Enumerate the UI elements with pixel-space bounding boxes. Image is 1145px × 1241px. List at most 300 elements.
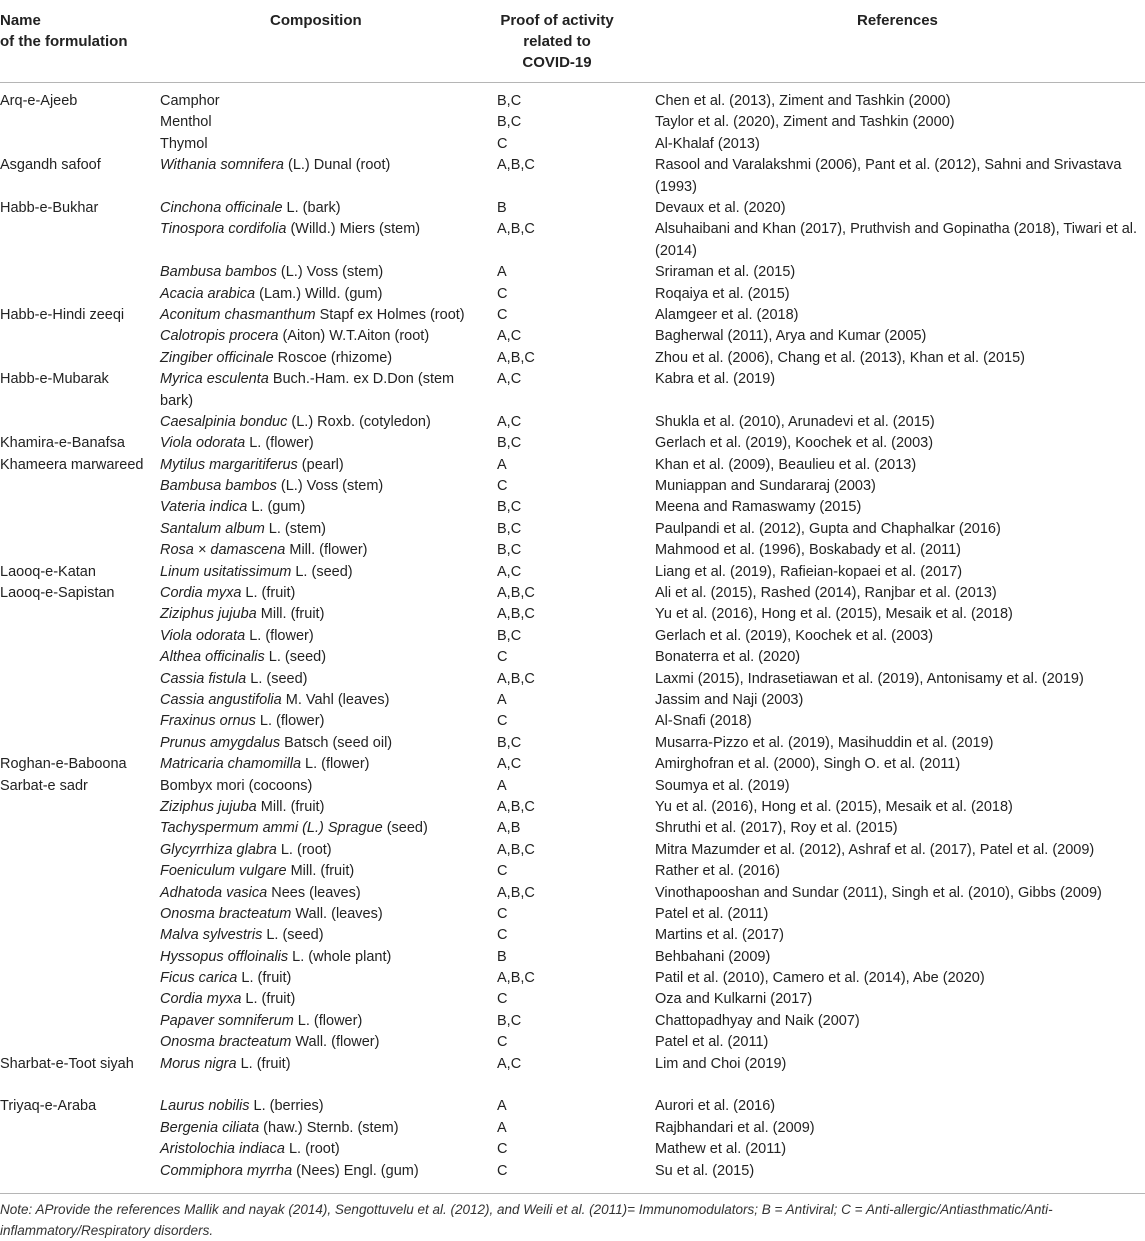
table-row: [0, 455, 1145, 476]
reference-cell: Yu et al. (2016), Hong et al. (2015), Mesaik et al. (2018): [655, 606, 1013, 623]
proof-cell: C: [497, 1141, 508, 1158]
table-row: [0, 604, 1145, 625]
species-name: Fraxinus ornus: [160, 713, 256, 730]
table-row: [0, 1139, 1145, 1160]
proof-cell: A,C: [497, 371, 522, 388]
table-row: [0, 669, 1145, 690]
footer-rule: [0, 1193, 1145, 1194]
composition-detail: Mill. (fruit): [286, 863, 355, 880]
proof-cell: B,C: [497, 499, 522, 516]
table-row: [0, 733, 1145, 754]
composition-cell: [160, 690, 490, 711]
reference-cell: Yu et al. (2016), Hong et al. (2015), Mesaik et al. (2018): [655, 798, 1013, 815]
composition-cell: [160, 968, 490, 989]
composition-cell: [160, 925, 490, 946]
table-row: [0, 198, 1145, 219]
formulation-name: Laooq-e-Sapistan: [0, 585, 115, 602]
species-name: Morus nigra: [160, 1055, 237, 1072]
composition-detail: Thymol: [160, 135, 208, 152]
species-name: Bambusa bambos: [160, 478, 277, 495]
composition-cell: [160, 711, 490, 732]
reference-cell: Behbahani (2009): [655, 948, 771, 965]
composition-cell: [160, 1161, 490, 1182]
proof-cell: A,B,C: [497, 349, 535, 366]
table-row: [0, 947, 1145, 968]
reference-cell: Musarra-Pizzo et al. (2019), Masihuddin et al. (2019): [655, 734, 994, 751]
proof-cell: A: [497, 691, 507, 708]
species-name: Viola odorata: [160, 627, 246, 644]
header-rule: [0, 82, 1145, 83]
reference-cell: Vinothapooshan and Sundar (2011), Singh et al. (2010), Gibbs (2009): [655, 884, 1102, 901]
composition-cell: [160, 1139, 490, 1160]
table-row: [0, 1011, 1145, 1032]
proof-cell: A,B,C: [497, 157, 535, 174]
reference-cell: Al-Khalaf (2013): [655, 135, 760, 152]
composition-cell: [160, 305, 490, 326]
table-row: [0, 562, 1145, 583]
composition-detail: (L.) Dunal (root): [283, 157, 391, 174]
table-row: [0, 497, 1145, 518]
composition-detail: Wall. (leaves): [291, 905, 383, 922]
proof-cell: C: [497, 863, 508, 880]
proof-cell: A,B,C: [497, 585, 535, 602]
species-name: Cassia fistula: [160, 670, 247, 687]
formulation-name: Habb-e-Hindi zeeqi: [0, 306, 125, 323]
species-name: Zingiber officinale: [160, 349, 274, 366]
species-name: Tinospora cordifolia: [160, 221, 287, 238]
reference-cell: Al-Snafi (2018): [655, 713, 752, 730]
composition-cell: [160, 412, 490, 433]
table-row: [0, 348, 1145, 369]
table-row: [0, 690, 1145, 711]
species-name: Ficus carica: [160, 970, 238, 987]
table-row: [0, 284, 1145, 305]
table-row: [0, 883, 1145, 904]
composition-cell: [160, 219, 490, 240]
proof-cell: A,C: [497, 1055, 522, 1072]
composition-detail: Mill. (fruit): [256, 606, 325, 623]
table-row: [0, 647, 1145, 668]
reference-cell: Zhou et al. (2006), Chang et al. (2013), Khan et al. (2015): [655, 349, 1025, 366]
reference-cell: Khan et al. (2009), Beaulieu et al. (2013): [655, 456, 917, 473]
composition-cell: [160, 497, 490, 518]
reference-cell: Rajbhandari et al. (2009): [655, 1119, 815, 1136]
species-name: Papaver somniferum: [160, 1012, 294, 1029]
reference-cell: Patel et al. (2011): [655, 905, 769, 922]
proof-cell: A: [497, 264, 507, 281]
proof-cell: C: [497, 478, 508, 495]
formulation-name: Sarbat-e sadr: [0, 777, 88, 794]
table-row: [0, 262, 1145, 283]
species-name: Cordia myxa: [160, 991, 242, 1008]
composition-cell: [160, 733, 490, 754]
species-name: Glycyrrhiza glabra: [160, 841, 277, 858]
table-row: [0, 583, 1145, 604]
reference-cell: Devaux et al. (2020): [655, 199, 786, 216]
composition-cell: [160, 583, 490, 604]
reference-cell: Patel et al. (2011): [655, 1034, 769, 1051]
composition-detail: L. (flower): [301, 756, 370, 773]
table-row: [0, 155, 1145, 198]
composition-detail: L. (whole plant): [288, 948, 392, 965]
composition-cell: [160, 519, 490, 540]
species-name: Aristolochia indiaca: [160, 1141, 285, 1158]
species-name: Commiphora myrrha: [160, 1162, 293, 1179]
composition-detail: Batsch (seed oil): [280, 734, 393, 751]
species-name: Bergenia ciliata: [160, 1119, 260, 1136]
proof-cell: C: [497, 306, 508, 323]
composition-cell: [160, 348, 490, 369]
proof-cell: C: [497, 713, 508, 730]
composition-detail: (Willd.) Miers (stem): [286, 221, 421, 238]
table-row: [0, 925, 1145, 946]
table-row: [0, 776, 1145, 797]
composition-detail: (Lam.) Willd. (gum): [255, 285, 383, 302]
composition-detail: Nees (leaves): [267, 884, 361, 901]
species-name: Cordia myxa: [160, 585, 242, 602]
species-name: Tachyspermum ammi (L.) Sprague: [160, 820, 383, 837]
table-row: [0, 519, 1145, 540]
composition-cell: [160, 455, 490, 476]
composition-detail: Menthol: [160, 114, 212, 131]
reference-cell: Paulpandi et al. (2012), Gupta and Chaphalkar (2016): [655, 520, 1001, 537]
proof-cell: A,C: [497, 756, 522, 773]
composition-detail: L. (fruit): [241, 991, 296, 1008]
species-name: Laurus nobilis: [160, 1098, 250, 1115]
reference-cell: Patil et al. (2010), Camero et al. (2014), Abe (2020): [655, 970, 985, 987]
reference-cell: Bagherwal (2011), Arya and Kumar (2005): [655, 328, 927, 345]
table-row: [0, 476, 1145, 497]
reference-cell: Mahmood et al. (1996), Boskabady et al. (2011): [655, 542, 962, 559]
composition-detail: L. (root): [284, 1141, 340, 1158]
composition-cell: [160, 1011, 490, 1032]
proof-cell: C: [497, 649, 508, 666]
reference-cell: Soumya et al. (2019): [655, 777, 790, 794]
proof-cell: A: [497, 456, 507, 473]
reference-cell: Bonaterra et al. (2020): [655, 649, 801, 666]
table-row: [0, 326, 1145, 347]
composition-detail: (L.) Voss (stem): [276, 478, 384, 495]
composition-detail: Wall. (flower): [291, 1034, 380, 1051]
table-body: [0, 91, 1145, 1182]
species-name: Ziziphus jujuba: [160, 606, 257, 623]
formulation-name: Sharbat-e-Toot siyah: [0, 1055, 134, 1072]
composition-cell: [160, 369, 490, 412]
table-row: [0, 904, 1145, 925]
table-note: Note: AProvide the references Mallik and nayak (2014), Sengottuvelu et al. (2012), and Weili et al. (2011)= Immunomodulators; B = Antiviral; C = Anti-allergic/Antiasthmatic/Anti-inflammatory/Respiratory disorders.: [0, 1202, 1053, 1238]
reference-cell: Jassim and Naji (2003): [655, 691, 804, 708]
composition-cell: [160, 1096, 490, 1117]
composition-detail: L. (seed): [262, 927, 324, 944]
composition-cell: [160, 883, 490, 904]
proof-cell: B,C: [497, 93, 522, 109]
table-row: [0, 1032, 1145, 1053]
reference-cell: Oza and Kulkarni (2017): [655, 991, 813, 1008]
table-row: [0, 968, 1145, 989]
reference-cell: Alamgeer et al. (2018): [655, 306, 799, 323]
composition-cell: [160, 262, 490, 283]
proof-cell: A,C: [497, 563, 522, 580]
table-row: [0, 626, 1145, 647]
species-name: Santalum album: [160, 520, 265, 537]
table-row: [0, 1096, 1145, 1117]
reference-cell: Shruthi et al. (2017), Roy et al. (2015): [655, 820, 898, 837]
reference-cell: Meena and Ramaswamy (2015): [655, 499, 862, 516]
composition-cell: [160, 604, 490, 625]
table-row: [0, 1054, 1145, 1097]
table-row: [0, 861, 1145, 882]
composition-cell: [160, 1032, 490, 1053]
species-name: Onosma bracteatum: [160, 905, 292, 922]
table-row: [0, 540, 1145, 561]
composition-detail: L. (flower): [293, 1012, 363, 1029]
proof-cell: B,C: [497, 542, 522, 559]
formulation-name: Laooq-e-Katan: [0, 563, 96, 580]
species-name: Rosa × damascena: [160, 542, 286, 559]
proof-cell: A: [497, 777, 507, 794]
composition-detail: (haw.) Sternb. (stem): [259, 1119, 399, 1136]
species-name: Onosma bracteatum: [160, 1034, 292, 1051]
composition-detail: Buch.-Ham. ex D.Don (stem bark): [160, 371, 455, 409]
proof-cell: A,B,C: [497, 884, 535, 901]
proof-cell: C: [497, 285, 508, 302]
composition-detail: L. (stem): [264, 520, 327, 537]
composition-cell: [160, 626, 490, 647]
formulation-name: Asgandh safoof: [0, 157, 101, 174]
composition-detail: Mill. (flower): [285, 542, 368, 559]
table-row: [0, 1161, 1145, 1182]
proof-cell: B,C: [497, 1012, 522, 1029]
composition-detail: L. (flower): [245, 435, 314, 452]
table-row: [0, 219, 1145, 262]
reference-cell: Ali et al. (2015), Rashed (2014), Ranjbar et al. (2013): [655, 585, 997, 602]
reference-cell: Amirghofran et al. (2000), Singh O. et al. (2011): [655, 756, 961, 773]
formulation-name: Triyaq-e-Araba: [0, 1098, 97, 1115]
formulation-name: Khameera marwareed: [0, 456, 144, 473]
reference-cell: Aurori et al. (2016): [655, 1098, 776, 1115]
proof-cell: C: [497, 1162, 508, 1179]
composition-detail: L. (seed): [246, 670, 308, 687]
reference-cell: Alsuhaibani and Khan (2017), Pruthvish and Gopinatha (2018), Tiwari et al. (2014): [655, 221, 1138, 259]
composition-detail: Stapf ex Holmes (root): [315, 306, 465, 323]
composition-cell: [160, 476, 490, 497]
composition-detail: L. (gum): [247, 499, 306, 516]
header-name: Name of the formulation: [0, 12, 128, 50]
proof-cell: A,B,C: [497, 970, 535, 987]
formulation-name: Khamira-e-Banafsa: [0, 435, 125, 452]
reference-cell: Rather et al. (2016): [655, 863, 780, 880]
species-name: Mytilus margaritiferus: [160, 456, 298, 473]
composition-cell: [160, 647, 490, 668]
composition-cell: [160, 754, 490, 775]
composition-detail: L. (fruit): [237, 970, 292, 987]
species-name: Aconitum chasmanthum: [160, 306, 316, 323]
composition-detail: (Nees) Engl. (gum): [292, 1162, 419, 1179]
composition-detail: L. (flower): [255, 713, 325, 730]
species-name: Linum usitatissimum: [160, 563, 292, 580]
composition-cell: [160, 669, 490, 690]
composition-cell: [160, 284, 490, 305]
composition-detail: M. Vahl (leaves): [281, 691, 390, 708]
proof-cell: A,B,C: [497, 798, 535, 815]
composition-detail: L. (seed): [264, 649, 327, 666]
composition-cell: [160, 840, 490, 861]
reference-cell: Su et al. (2015): [655, 1162, 755, 1179]
reference-cell: Gerlach et al. (2019), Koochek et al. (2003): [655, 435, 934, 452]
table-row: [0, 754, 1145, 775]
species-name: Acacia arabica: [160, 285, 256, 302]
species-name: Cinchona officinale: [160, 199, 283, 216]
composition-cell: [160, 134, 490, 155]
reference-cell: Shukla et al. (2010), Arunadevi et al. (2015): [655, 413, 935, 430]
proof-cell: B,C: [497, 114, 522, 131]
composition-cell: [160, 904, 490, 925]
species-name: Hyssopus offloinalis: [160, 948, 289, 965]
species-name: Foeniculum vulgare: [160, 863, 287, 880]
composition-cell: [160, 433, 490, 454]
table-row: [0, 112, 1145, 133]
formulation-name: Habb-e-Bukhar: [0, 199, 99, 216]
composition-detail: Roscoe (rhizome): [273, 349, 393, 366]
header-composition: Composition: [270, 12, 362, 29]
reference-cell: Martins et al. (2017): [655, 927, 784, 944]
species-name: Vateria indica: [160, 499, 248, 516]
formulation-name: Roghan-e-Baboona: [0, 756, 127, 773]
composition-cell: [160, 540, 490, 561]
composition-detail: L. (fruit): [236, 1055, 291, 1072]
composition-cell: [160, 155, 490, 176]
reference-cell: Taylor et al. (2020), Ziment and Tashkin (2000): [655, 114, 955, 131]
table-header: [0, 0, 1145, 82]
reference-cell: Chen et al. (2013), Ziment and Tashkin (2000): [655, 93, 951, 109]
table-row: [0, 711, 1145, 732]
composition-detail: (Aiton) W.T.Aiton (root): [278, 328, 430, 345]
composition-detail: L. (root): [276, 841, 332, 858]
formulation-name: Habb-e-Mubarak: [0, 371, 109, 388]
table-row: [0, 91, 1145, 112]
formulation-name: Arq-e-Ajeeb: [0, 93, 78, 109]
reference-cell: Roqaiya et al. (2015): [655, 285, 790, 302]
table-row: [0, 305, 1145, 326]
table-row: [0, 989, 1145, 1010]
composition-detail: (L.) Roxb. (cotyledon): [287, 413, 431, 430]
proof-cell: B: [497, 948, 507, 965]
species-name: Cassia angustifolia: [160, 691, 282, 708]
species-name: Caesalpinia bonduc: [160, 413, 288, 430]
composition-detail: L. (seed): [291, 563, 353, 580]
reference-cell: Muniappan and Sundararaj (2003): [655, 478, 876, 495]
proof-cell: A,C: [497, 413, 522, 430]
reference-cell: Mitra Mazumder et al. (2012), Ashraf et al. (2017), Patel et al. (2009): [655, 841, 1095, 858]
species-name: Malva sylvestris: [160, 927, 263, 944]
composition-detail: Bombyx mori (cocoons): [160, 777, 313, 794]
composition-cell: [160, 1054, 490, 1075]
species-name: Matricaria chamomilla: [160, 756, 302, 773]
reference-cell: Sriraman et al. (2015): [655, 264, 796, 281]
table-row: [0, 840, 1145, 861]
proof-cell: A,C: [497, 328, 522, 345]
composition-detail: Mill. (fruit): [256, 798, 325, 815]
proof-cell: A,B: [497, 820, 521, 837]
table-row: [0, 1118, 1145, 1139]
composition-cell: [160, 91, 490, 112]
reference-cell: Liang et al. (2019), Rafieian-kopaei et al. (2017): [655, 563, 963, 580]
species-name: Withania somnifera: [160, 157, 284, 174]
composition-cell: [160, 198, 490, 219]
table-row: [0, 369, 1145, 412]
species-name: Prunus amygdalus: [160, 734, 281, 751]
composition-detail: L. (flower): [245, 627, 314, 644]
header-proof: Proof of activity related to COVID-19: [500, 12, 614, 71]
composition-cell: [160, 112, 490, 133]
table-row: [0, 797, 1145, 818]
proof-cell: B,C: [497, 734, 522, 751]
proof-cell: A: [497, 1098, 507, 1115]
composition-cell: [160, 326, 490, 347]
proof-cell: A,B,C: [497, 221, 535, 238]
reference-cell: Laxmi (2015), Indrasetiawan et al. (2019), Antonisamy et al. (2019): [655, 670, 1084, 687]
proof-cell: A,B,C: [497, 670, 535, 687]
species-name: Myrica esculenta: [160, 371, 269, 388]
table-row: [0, 818, 1145, 839]
proof-cell: B,C: [497, 627, 522, 644]
reference-cell: Chattopadhyay and Naik (2007): [655, 1012, 860, 1029]
proof-cell: C: [497, 1034, 508, 1051]
composition-detail: L. (fruit): [241, 585, 296, 602]
proof-cell: B,C: [497, 435, 522, 452]
proof-cell: C: [497, 991, 508, 1008]
proof-cell: B: [497, 199, 507, 216]
reference-cell: Rasool and Varalakshmi (2006), Pant et al. (2012), Sahni and Srivastava (1993): [655, 157, 1122, 195]
composition-cell: [160, 797, 490, 818]
species-name: Ziziphus jujuba: [160, 798, 257, 815]
table-row: [0, 433, 1145, 454]
composition-detail: (L.) Voss (stem): [276, 264, 384, 281]
composition-cell: [160, 562, 490, 583]
composition-cell: [160, 818, 490, 839]
composition-cell: [160, 776, 490, 797]
composition-detail: (pearl): [297, 456, 344, 473]
species-name: Bambusa bambos: [160, 264, 277, 281]
species-name: Viola odorata: [160, 435, 246, 452]
reference-cell: Mathew et al. (2011): [655, 1141, 787, 1158]
proof-cell: A,B,C: [497, 606, 535, 623]
composition-detail: L. (berries): [249, 1098, 324, 1115]
proof-cell: C: [497, 135, 508, 152]
proof-cell: C: [497, 927, 508, 944]
reference-cell: Lim and Choi (2019): [655, 1055, 787, 1072]
proof-cell: A: [497, 1119, 507, 1136]
table-row: [0, 134, 1145, 155]
composition-detail: Camphor: [160, 93, 220, 109]
reference-cell: Kabra et al. (2019): [655, 371, 776, 388]
species-name: Althea officinalis: [160, 649, 265, 666]
proof-cell: A,B,C: [497, 841, 535, 858]
composition-cell: [160, 861, 490, 882]
composition-cell: [160, 989, 490, 1010]
composition-cell: [160, 1118, 490, 1139]
species-name: Calotropis procera: [160, 328, 279, 345]
reference-cell: Gerlach et al. (2019), Koochek et al. (2003): [655, 627, 934, 644]
composition-cell: [160, 947, 490, 968]
table-row: [0, 412, 1145, 433]
composition-detail: (seed): [382, 820, 428, 837]
composition-detail: L. (bark): [282, 199, 341, 216]
header-references: References: [857, 12, 938, 29]
species-name: Adhatoda vasica: [160, 884, 268, 901]
proof-cell: B,C: [497, 520, 522, 537]
proof-cell: C: [497, 905, 508, 922]
